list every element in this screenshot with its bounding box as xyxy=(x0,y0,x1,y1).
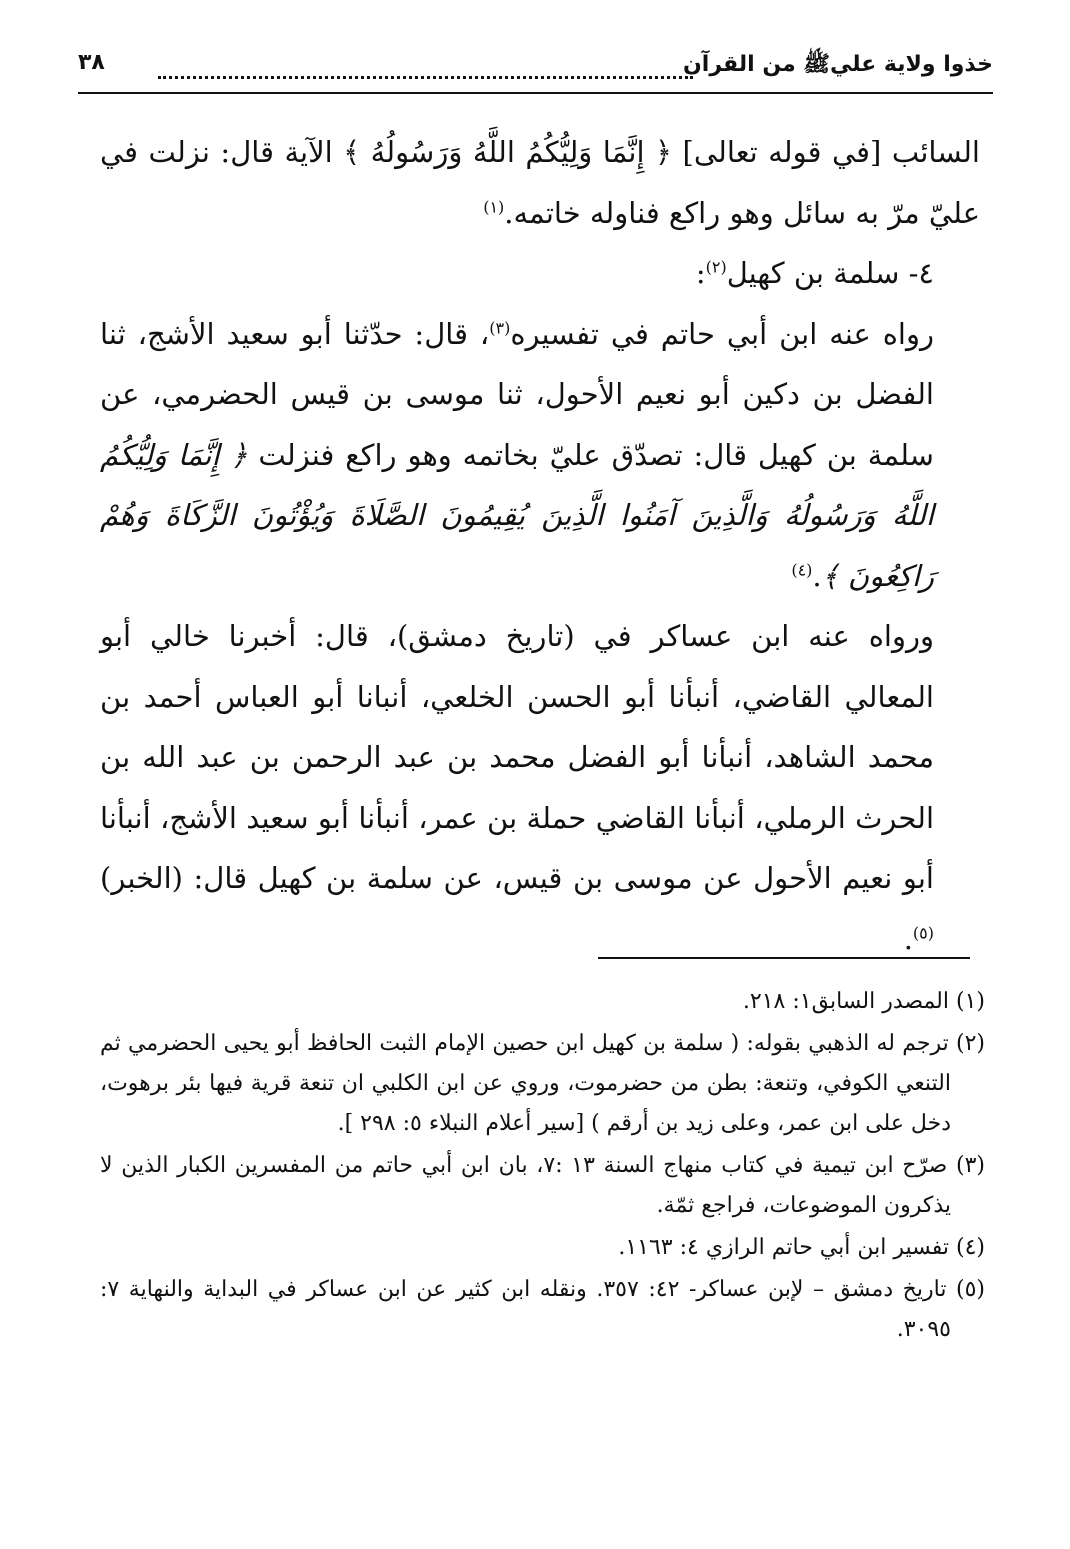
paragraph-3-text: ورواه عنه ابن عساكر في (تاريخ دمشق)، قال: أخبرنا خالي أبو المعالي القاضي، أنبأنا أبو الحسن الخلعي، أنبانا أبو العباس أحمد بن محمد الشاهد، أنبأنا أبو الفضل محمد بن عبد الرحمن بن عبد الله بن الحرث الرملي، أنبأنا القاضي حملة بن عمر، أنبأنا أبو سعيد الأشج، أنبأنا أبو نعيم الأحول عن موسى بن قيس، عن سلمة بن كهيل قال: (الخبر) xyxy=(100,619,934,895)
footnote-separator xyxy=(598,957,970,959)
header-dot-leader xyxy=(158,56,693,79)
running-header xyxy=(78,42,993,94)
section-heading xyxy=(100,243,980,304)
header-title: خذوا ولاية عليﷺ من القرآن xyxy=(683,52,993,77)
page-number: ٣٨ xyxy=(78,50,105,75)
paragraph-3 xyxy=(100,606,980,969)
footnote-2: (٢) ترجم له الذهبي بقوله: ( سلمة بن كهيل ابن حصين الإمام الثبت الحافظ أبو يحيى الحضرمي ثم التنعي الكوفي، وتنعة: بطن من حضرموت، وروي عن ابن الكلبي ان تنعة قرية فيها بئر برهوت، دخل على ابن عمر، وعلى زيد بن أرقم ) [سير أعلام النبلاء ٥: ٢٩٨ ]. xyxy=(100,1031,985,1136)
footnote-ref-1: (١) xyxy=(483,196,505,216)
footnote-ref-5: (٥) xyxy=(912,922,934,942)
paragraph-3-end: . xyxy=(903,921,913,956)
footnote-ref-4: (٤) xyxy=(791,559,813,579)
quran-verse: ﴿ إِنَّمَا وَلِيُّكُمُ اللَّهُ وَرَسُولُهُ وَالَّذِينَ آمَنُوا الَّذِينَ يُقِيمُونَ الصَّلَاةَ وَيُؤْتُونَ الزَّكَاةَ وَهُمْ رَاكِعُونَ ﴾ xyxy=(100,437,934,593)
paragraph-2-end: . xyxy=(812,558,822,593)
footnote-5: (٥) تاريخ دمشق – لإبن عساكر- ٤٢: ٣٥٧. ونقله ابن كثير عن ابن عساكر في البداية والنهاية ٧: ٣٠٩٥. xyxy=(100,1277,986,1342)
paragraph-2-text-b: ، قال: حدّثنا أبو سعيد الأشج، ثنا الفضل بن دكين أبو نعيم الأحول، ثنا موسى بن قيس الحضرمي، عن سلمة بن كهيل قال: تصدّق عليّ بخاتمه وهو راكع فنزلت xyxy=(100,316,934,472)
section-heading-colon: : xyxy=(695,256,706,290)
section-heading-text: ٤- سلمة بن كهيل xyxy=(726,256,934,290)
main-text xyxy=(100,122,980,969)
footnote-4: (٤) تفسير ابن أبي حاتم الرازي ٤: ١١٦٣. xyxy=(618,1235,985,1260)
footnote-ref-2: (٢) xyxy=(705,257,727,277)
paragraph-2-text-a: رواه عنه ابن أبي حاتم في تفسيره xyxy=(510,316,934,351)
footnote-ref-3: (٣) xyxy=(489,317,511,337)
paragraph-1 xyxy=(100,122,980,243)
paragraph-1-text: السائب [في قوله تعالى] ﴿ إِنَّمَا وَلِيُّكُمُ اللَّهُ وَرَسُولُهُ ﴾ الآية قال: نزلت في عليّ مرّ به سائل وهو راكع فناوله خاتمه. xyxy=(100,135,980,230)
footnote-3: (٣) صرّح ابن تيمية في كتاب منهاج السنة ١٣ :٧، بان ابن أبي حاتم من المفسرين الكبار الذين لا يذكرون الموضوعات، فراجع ثمّة. xyxy=(100,1153,985,1218)
paragraph-2 xyxy=(100,304,980,607)
footnotes xyxy=(100,982,985,1352)
footnote-1: (١) المصدر السابق١: ٢١٨. xyxy=(742,989,985,1014)
